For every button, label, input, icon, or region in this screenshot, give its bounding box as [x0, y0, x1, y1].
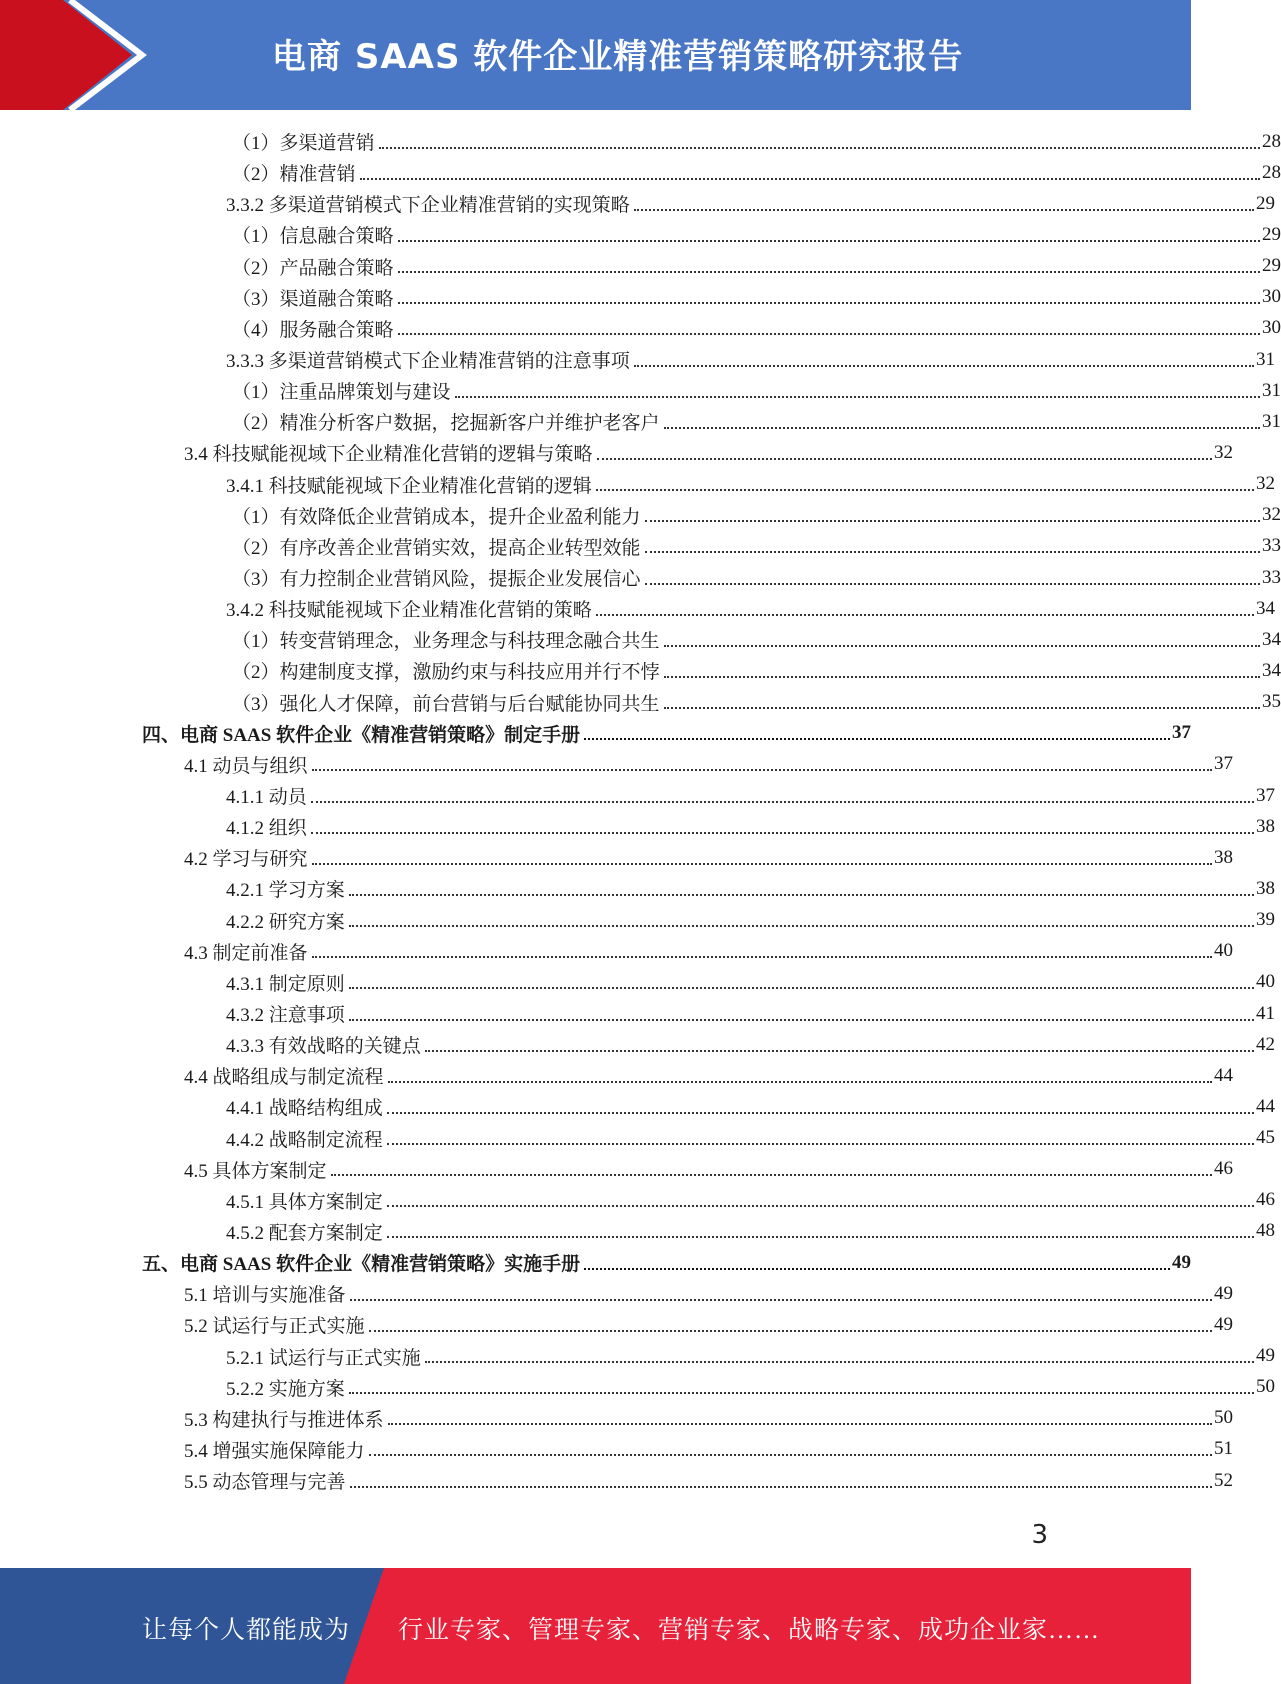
toc-entry-page: 45	[1256, 1127, 1275, 1149]
toc-entry-page: 38	[1214, 846, 1233, 868]
toc-entry[interactable]	[0, 500, 1281, 531]
toc-entry-title: （2）精准营销	[232, 159, 360, 186]
toc-entry[interactable]	[0, 1465, 1233, 1496]
toc-entry-title: （1）信息融合策略	[232, 221, 398, 248]
toc-entry-page: 37	[1256, 784, 1275, 806]
toc-entry-page: 40	[1256, 971, 1275, 993]
toc-entry[interactable]	[0, 282, 1281, 313]
toc-entry-title: （1）有效降低企业营销成本，提升企业盈利能力	[232, 502, 645, 529]
footer-slogan-left: 让每个人都能成为	[142, 1617, 351, 1644]
toc-entry-title: 4.1.1 动员	[226, 782, 311, 809]
toc-dot-leader	[645, 583, 1260, 585]
toc-entry-page: 40	[1214, 940, 1233, 962]
toc-dot-leader	[645, 551, 1260, 553]
toc-dot-leader	[369, 1454, 1212, 1456]
toc-dot-leader	[398, 240, 1260, 242]
toc-dot-leader	[349, 1392, 1254, 1394]
toc-entry[interactable]	[0, 687, 1281, 718]
toc-entry[interactable]	[0, 1247, 1191, 1278]
toc-entry-title: 3.4 科技赋能视域下企业精准化营销的逻辑与策略	[184, 439, 597, 466]
toc-dot-leader	[311, 832, 1254, 834]
toc-entry-title: （3）有力控制企业营销风险，提振企业发展信心	[232, 564, 645, 591]
page-number: 3	[1031, 1520, 1048, 1550]
toc-dot-leader	[350, 1486, 1212, 1488]
toc-entry[interactable]	[0, 1278, 1233, 1309]
toc-entry-title: 4.3.2 注意事项	[226, 1000, 349, 1027]
toc-dot-leader	[349, 1019, 1254, 1021]
footer-slogan-right: 行业专家、管理专家、营销专家、战略专家、成功企业家……	[398, 1617, 1101, 1644]
toc-dot-leader	[425, 1050, 1254, 1052]
toc-dot-leader	[369, 1330, 1212, 1332]
toc-entry-page: 41	[1256, 1002, 1275, 1024]
toc-entry-page: 38	[1256, 815, 1275, 837]
toc-dot-leader	[634, 209, 1254, 211]
toc-entry-page: 49	[1172, 1251, 1191, 1273]
toc-entry-title: （2）构建制度支撑，激励约束与科技应用并行不悖	[232, 657, 664, 684]
toc-entry[interactable]	[0, 749, 1233, 780]
toc-dot-leader	[387, 1112, 1254, 1114]
toc-entry[interactable]	[0, 905, 1275, 936]
toc-entry[interactable]	[0, 1060, 1233, 1091]
toc-entry-page: 32	[1256, 473, 1275, 495]
toc-entry[interactable]	[0, 469, 1275, 500]
toc-dot-leader	[584, 738, 1170, 740]
toc-entry[interactable]	[0, 780, 1275, 811]
toc-entry-title: 5.5 动态管理与完善	[184, 1467, 350, 1494]
toc-entry[interactable]	[0, 1216, 1275, 1247]
toc-entry-title: 4.2 学习与研究	[184, 844, 312, 871]
toc-entry-title: 5.4 增强实施保障能力	[184, 1436, 369, 1463]
toc-entry-page: 31	[1256, 348, 1275, 370]
toc-entry-page: 28	[1262, 161, 1281, 183]
toc-entry-page: 31	[1262, 379, 1281, 401]
toc-entry-title: （3）渠道融合策略	[232, 284, 398, 311]
toc-entry-title: （4）服务融合策略	[232, 315, 398, 342]
toc-entry[interactable]	[0, 1185, 1275, 1216]
toc-dot-leader	[596, 489, 1254, 491]
toc-entry-page: 29	[1262, 223, 1281, 245]
toc-dot-leader	[387, 1236, 1254, 1238]
toc-entry[interactable]	[0, 1372, 1275, 1403]
toc-entry-page: 35	[1262, 691, 1281, 713]
toc-entry-title: 4.5.2 配套方案制定	[226, 1218, 387, 1245]
toc-entry[interactable]	[0, 811, 1275, 842]
toc-entry-page: 33	[1262, 535, 1281, 557]
toc-entry-page: 32	[1262, 504, 1281, 526]
page-header	[0, 0, 1191, 110]
toc-dot-leader	[664, 707, 1260, 709]
toc-dot-leader	[350, 1299, 1212, 1301]
toc-dot-leader	[664, 427, 1260, 429]
toc-entry-page: 37	[1172, 722, 1191, 744]
toc-entry[interactable]	[0, 562, 1281, 593]
toc-entry[interactable]	[0, 188, 1275, 219]
toc-entry-page: 30	[1262, 317, 1281, 339]
toc-entry-page: 33	[1262, 566, 1281, 588]
toc-entry[interactable]	[0, 1154, 1233, 1185]
toc-entry-title: 4.4 战略组成与制定流程	[184, 1062, 388, 1089]
toc-dot-leader	[596, 614, 1254, 616]
toc-dot-leader	[425, 1361, 1254, 1363]
toc-entry[interactable]	[0, 873, 1275, 904]
toc-entry-page: 49	[1256, 1345, 1275, 1367]
toc-entry[interactable]	[0, 1403, 1233, 1434]
toc-entry-page: 44	[1214, 1064, 1233, 1086]
toc-entry[interactable]	[0, 406, 1281, 437]
toc-entry[interactable]	[0, 1340, 1275, 1371]
toc-entry[interactable]	[0, 967, 1275, 998]
toc-entry-title: 4.4.2 战略制定流程	[226, 1125, 387, 1152]
toc-entry-title: （2）产品融合策略	[232, 253, 398, 280]
toc-dot-leader	[312, 769, 1212, 771]
toc-entry-page: 34	[1256, 597, 1275, 619]
toc-entry-page: 44	[1256, 1095, 1275, 1117]
toc-dot-leader	[387, 1205, 1254, 1207]
toc-dot-leader	[387, 1143, 1254, 1145]
toc-entry[interactable]	[0, 718, 1191, 749]
toc-dot-leader	[388, 1423, 1212, 1425]
toc-entry[interactable]	[0, 1309, 1233, 1340]
toc-entry-page: 50	[1256, 1376, 1275, 1398]
toc-entry[interactable]	[0, 1029, 1275, 1060]
toc-entry[interactable]	[0, 998, 1275, 1029]
toc-entry-title: 4.5.1 具体方案制定	[226, 1187, 387, 1214]
toc-entry-page: 49	[1214, 1313, 1233, 1335]
toc-entry-page: 46	[1214, 1158, 1233, 1180]
toc-entry-page: 42	[1256, 1033, 1275, 1055]
toc-entry-page: 38	[1256, 877, 1275, 899]
toc-dot-leader	[388, 1081, 1212, 1083]
toc-entry-title: （1）注重品牌策划与建设	[232, 377, 455, 404]
toc-dot-leader	[584, 1268, 1170, 1270]
toc-entry-title: 5.2.1 试运行与正式实施	[226, 1343, 425, 1370]
toc-entry-title: （1）转变营销理念，业务理念与科技理念融合共生	[232, 626, 664, 653]
toc-entry-page: 50	[1214, 1407, 1233, 1429]
page-footer	[0, 1568, 1191, 1684]
toc-entry[interactable]	[0, 1123, 1275, 1154]
toc-entry-page: 37	[1214, 753, 1233, 775]
toc-entry-page: 29	[1256, 192, 1275, 214]
toc-entry[interactable]	[0, 624, 1281, 655]
toc-dot-leader	[455, 396, 1260, 398]
toc-entry-title: 4.2.1 学习方案	[226, 875, 349, 902]
toc-entry-title: 4.3.3 有效战略的关键点	[226, 1031, 425, 1058]
toc-dot-leader	[312, 956, 1212, 958]
toc-entry[interactable]	[0, 375, 1281, 406]
toc-dot-leader	[664, 645, 1260, 647]
toc-dot-leader	[349, 987, 1254, 989]
toc-entry-title: 4.1.2 组织	[226, 813, 311, 840]
table-of-contents	[0, 126, 1281, 1496]
toc-dot-leader	[360, 178, 1260, 180]
toc-entry-page: 52	[1214, 1469, 1233, 1491]
toc-entry-page: 46	[1256, 1189, 1275, 1211]
toc-entry[interactable]	[0, 1434, 1233, 1465]
toc-entry-title: 4.2.2 研究方案	[226, 907, 349, 934]
toc-dot-leader	[312, 863, 1212, 865]
toc-entry-page: 34	[1262, 659, 1281, 681]
toc-entry-title: （1）多渠道营销	[232, 128, 379, 155]
toc-entry-title: 3.4.1 科技赋能视域下企业精准化营销的逻辑	[226, 471, 596, 498]
toc-entry-title: （2）精准分析客户数据，挖掘新客户并维护老客户	[232, 408, 664, 435]
toc-entry-page: 28	[1262, 130, 1281, 152]
toc-entry[interactable]	[0, 655, 1281, 686]
toc-entry-title: 4.1 动员与组织	[184, 751, 312, 778]
toc-entry-title: 4.4.1 战略结构组成	[226, 1093, 387, 1120]
toc-entry-title: 3.4.2 科技赋能视域下企业精准化营销的策略	[226, 595, 596, 622]
toc-entry-page: 49	[1214, 1282, 1233, 1304]
toc-entry[interactable]	[0, 437, 1233, 468]
toc-entry-title: 四、电商 SAAS 软件企业《精准营销策略》制定手册	[142, 720, 584, 747]
toc-entry[interactable]	[0, 593, 1275, 624]
toc-entry-title: 5.2 试运行与正式实施	[184, 1311, 369, 1338]
toc-entry-title: 5.2.2 实施方案	[226, 1374, 349, 1401]
toc-dot-leader	[634, 365, 1254, 367]
toc-dot-leader	[379, 147, 1260, 149]
toc-entry-title: 五、电商 SAAS 软件企业《精准营销策略》实施手册	[142, 1249, 584, 1276]
toc-entry[interactable]	[0, 219, 1281, 250]
toc-entry-page: 34	[1262, 628, 1281, 650]
toc-dot-leader	[349, 894, 1254, 896]
toc-entry-title: 4.5 具体方案制定	[184, 1156, 331, 1183]
toc-entry-page: 31	[1262, 410, 1281, 432]
toc-entry[interactable]	[0, 1091, 1275, 1122]
toc-entry[interactable]	[0, 842, 1233, 873]
toc-entry[interactable]	[0, 313, 1281, 344]
toc-entry[interactable]	[0, 531, 1281, 562]
toc-entry-page: 30	[1262, 286, 1281, 308]
toc-entry[interactable]	[0, 126, 1281, 157]
toc-dot-leader	[349, 925, 1254, 927]
toc-entry-page: 48	[1256, 1220, 1275, 1242]
toc-entry[interactable]	[0, 251, 1281, 282]
toc-entry-title: 5.1 培训与实施准备	[184, 1280, 350, 1307]
toc-dot-leader	[398, 271, 1260, 273]
toc-dot-leader	[664, 676, 1260, 678]
toc-entry[interactable]	[0, 344, 1275, 375]
toc-entry-title: 4.3.1 制定原则	[226, 969, 349, 996]
toc-entry[interactable]	[0, 157, 1281, 188]
toc-entry-title: 4.3 制定前准备	[184, 938, 312, 965]
toc-dot-leader	[398, 333, 1260, 335]
toc-dot-leader	[398, 302, 1260, 304]
toc-entry[interactable]	[0, 936, 1233, 967]
toc-entry-title: （3）强化人才保障，前台营销与后台赋能协同共生	[232, 689, 664, 716]
toc-entry-page: 32	[1214, 441, 1233, 463]
toc-entry-title: 3.3.3 多渠道营销模式下企业精准营销的注意事项	[226, 346, 634, 373]
toc-entry-title: （2）有序改善企业营销实效，提高企业转型效能	[232, 533, 645, 560]
toc-entry-page: 29	[1262, 255, 1281, 277]
header-arrow-decoration	[0, 0, 160, 110]
toc-dot-leader	[311, 801, 1254, 803]
toc-dot-leader	[597, 458, 1212, 460]
toc-entry-title: 3.3.2 多渠道营销模式下企业精准营销的实现策略	[226, 190, 634, 217]
toc-entry-page: 51	[1214, 1438, 1233, 1460]
toc-entry-title: 5.3 构建执行与推进体系	[184, 1405, 388, 1432]
toc-dot-leader	[331, 1174, 1212, 1176]
toc-dot-leader	[645, 520, 1260, 522]
report-title: 电商 SAAS 软件企业精准营销策略研究报告	[272, 37, 964, 77]
toc-entry-page: 39	[1256, 909, 1275, 931]
